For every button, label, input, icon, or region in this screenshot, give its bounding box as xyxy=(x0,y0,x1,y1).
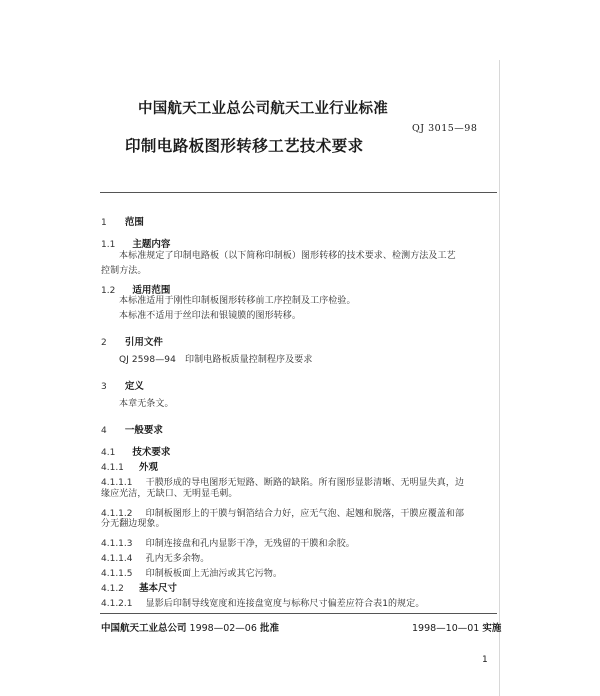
clause-4-1-2-1 xyxy=(101,591,424,610)
section-title: 引用文件 xyxy=(124,337,163,348)
section-1-heading xyxy=(101,210,144,229)
paragraph-line: 分无翻边现象。 xyxy=(101,519,165,529)
paragraph-line: 本标准适用于刚性印制板图形转移前工序控制及工序检验。 xyxy=(119,296,356,306)
clause-number: 4.1.1.3 xyxy=(101,539,133,549)
paragraph-line: 本标准规定了印制电路板（以下简称印制板）图形转移的技术要求、检测方法及工艺 xyxy=(119,251,456,261)
section-2-heading xyxy=(101,330,163,349)
paragraph-line: 缘应光洁，无缺口、无明显毛刺。 xyxy=(101,489,238,499)
section-number: 4.1.2 xyxy=(101,584,124,594)
effective-date: 1998—10—01 xyxy=(412,623,480,634)
paragraph-line: 印制连接盘和孔内显影干净，无残留的干膜和余胶。 xyxy=(145,539,355,549)
section-4-heading xyxy=(101,418,163,437)
approval-org: 中国航天工业总公司 xyxy=(101,623,187,634)
footer-divider xyxy=(100,613,497,614)
effective-line xyxy=(412,620,501,634)
paragraph-line: 印制板板面上无油污或其它污物。 xyxy=(145,569,283,579)
clause-number: 4.1.1.5 xyxy=(101,569,133,579)
section-title: 技术要求 xyxy=(132,447,171,458)
organization-header: 中国航天工业总公司航天工业行业标准 xyxy=(138,101,388,117)
section-number: 4.1 xyxy=(101,448,116,458)
standard-code: QJ 3015—98 xyxy=(412,123,478,134)
section-number: 2 xyxy=(101,338,107,348)
paragraph-line: 孔内无多余物。 xyxy=(145,554,210,564)
section-number: 1.2 xyxy=(101,286,116,296)
effective-word: 实施 xyxy=(482,623,502,634)
document-title: 印制电路板图形转移工艺技术要求 xyxy=(125,137,364,155)
section-title: 基本尺寸 xyxy=(139,583,178,594)
clause-number: 4.1.1.4 xyxy=(101,554,133,564)
clause-number: 4.1.1.1 xyxy=(101,478,133,488)
paragraph-line: 显影后印制导线宽度和连接盘宽度与标称尺寸偏差应符合表1的规定。 xyxy=(145,599,425,609)
approval-word: 批准 xyxy=(259,623,279,634)
paragraph-line: 本章无条文。 xyxy=(119,399,174,409)
section-title: 一般要求 xyxy=(124,425,163,436)
section-3-heading xyxy=(101,374,144,393)
paragraph-line: 干膜形成的导电图形无短路、断路的缺陷。所有图形显影清晰、无明显失真，边 xyxy=(145,478,465,488)
clause-number: 4.1.2.1 xyxy=(101,599,133,609)
section-title: 外观 xyxy=(139,462,159,473)
paragraph-line: 印制板图形上的干膜与铜箔结合力好，应无气泡、起翘和脱落，干膜应覆盖和部 xyxy=(145,509,465,519)
section-number: 3 xyxy=(101,382,107,392)
section-number: 4.1.1 xyxy=(101,463,124,473)
clause-number: 4.1.1.2 xyxy=(101,509,133,519)
section-title: 主题内容 xyxy=(132,239,171,250)
page-right-edge xyxy=(499,60,500,696)
section-title: 范围 xyxy=(124,217,144,228)
paragraph-line: 控制方法。 xyxy=(101,266,147,276)
approval-line xyxy=(101,620,279,634)
section-number: 4 xyxy=(101,426,107,436)
section-title: 定义 xyxy=(124,381,144,392)
page-number: 1 xyxy=(482,655,488,665)
section-title: 适用范围 xyxy=(132,285,171,296)
section-number: 1 xyxy=(101,218,107,228)
reference-entry: QJ 2598—94 印制电路板质量控制程序及要求 xyxy=(119,355,313,365)
section-number: 1.1 xyxy=(101,240,116,250)
paragraph-line: 本标准不适用于丝印法和银镜膜的图形转移。 xyxy=(119,311,302,321)
approval-date: 1998—02—06 xyxy=(189,623,257,634)
header-divider xyxy=(100,192,497,193)
